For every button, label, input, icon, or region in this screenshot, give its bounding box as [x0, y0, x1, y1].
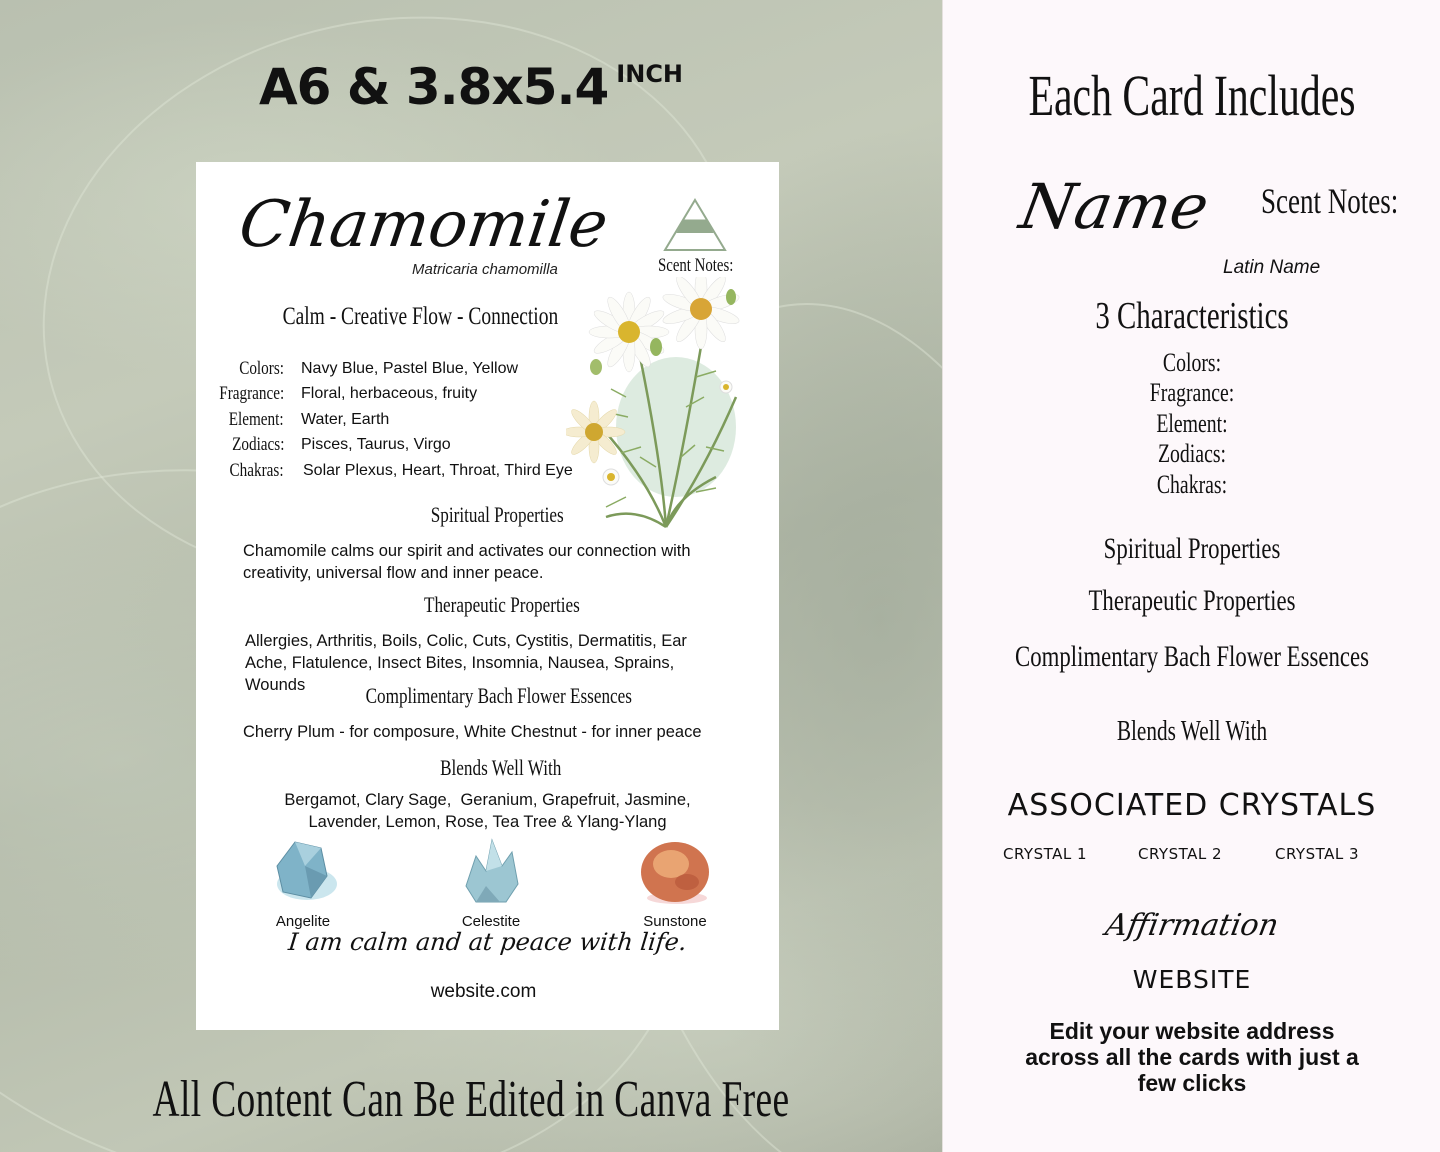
feature-characteristics: 3 Characteristics — [1095, 295, 1289, 337]
card-plant-name: Chamomile — [234, 188, 613, 262]
attribute-label: Element: — [229, 409, 284, 430]
feature-edit-note: Edit your website address across all the cards with just a few clicks — [1025, 1018, 1359, 1096]
attribute-value: Pisces, Taurus, Virgo — [301, 436, 451, 453]
crystal-label: Celestite — [461, 913, 521, 930]
feature-bach: Complimentary Bach Flower Essences — [1015, 640, 1369, 673]
crystal-label: Angelite — [275, 913, 331, 930]
feature-attr-fragrance: Fragrance: — [1149, 378, 1235, 407]
size-unit: INCH — [616, 60, 684, 88]
feature-attr-colors: Colors: — [1162, 348, 1222, 377]
sample-card — [196, 162, 779, 1030]
spiritual-text: Chamomile calms our spirit and activates our connection with creativity, universal flow and inner peace. — [243, 542, 691, 582]
celestite-gem-icon — [456, 836, 526, 906]
chamomile-illustration — [566, 277, 766, 537]
card-website: website.com — [430, 981, 537, 1002]
spiritual-heading: Spiritual Properties — [430, 502, 564, 527]
attribute-row-fragrance — [196, 383, 596, 409]
blends-line-1: Bergamot, Clary Sage, Geranium, Grapefruit, Jasmine, — [284, 791, 691, 809]
feature-attr-chakras: Chakras: — [1156, 470, 1228, 499]
bach-heading: Complimentary Bach Flower Essences — [365, 683, 632, 708]
daisy-3 — [566, 401, 625, 463]
feature-website: WEBSITE — [1132, 965, 1252, 994]
size-value: A6 & 3.8x5.4 — [258, 58, 609, 116]
feature-latin-name: Latin Name — [1223, 257, 1321, 278]
feature-therapeutic: Therapeutic Properties — [1088, 584, 1296, 617]
features-panel — [942, 0, 1440, 1152]
canva-editable-title: All Content Can Be Edited in Canva Free — [152, 1071, 790, 1128]
feature-crystal-1: CRYSTAL 1 — [1003, 845, 1088, 863]
attribute-value: Solar Plexus, Heart, Throat, Third Eye — [303, 462, 573, 479]
crystal-celestite — [436, 836, 546, 930]
attribute-label: Chakras: — [229, 460, 284, 481]
feature-affirmation: Affirmation — [1102, 908, 1282, 943]
card-characteristics: Calm - Creative Flow - Connection — [282, 303, 559, 330]
crystal-label: Sunstone — [643, 913, 707, 930]
therapeutic-text: Allergies, Arthritis, Boils, Colic, Cuts, Cystitis, Dermatitis, Ear Ache, Flatulence, Insect Bites, Insomnia, Nausea, Sprains, Wounds — [245, 632, 687, 694]
feature-blends: Blends Well With — [1116, 716, 1268, 747]
crystal-angelite — [248, 836, 358, 930]
daisy-1 — [589, 292, 669, 372]
card-size-title — [0, 58, 942, 116]
therapeutic-heading: Therapeutic Properties — [423, 592, 580, 617]
feature-crystals-heading: ASSOCIATED CRYSTALS — [1007, 788, 1377, 823]
crystal-sunstone — [620, 836, 730, 930]
feature-spiritual: Spiritual Properties — [1103, 532, 1281, 565]
feature-attr-zodiacs: Zodiacs: — [1157, 439, 1227, 468]
daisy-2 — [661, 277, 741, 349]
angelite-gem-icon — [265, 836, 341, 906]
attribute-label: Zodiacs: — [231, 434, 284, 455]
attribute-row-element — [196, 409, 596, 435]
blends-heading: Blends Well With — [440, 755, 562, 780]
attribute-row-zodiacs — [196, 434, 596, 460]
attribute-value: Navy Blue, Pastel Blue, Yellow — [301, 360, 519, 377]
scent-pyramid-icon — [663, 198, 727, 252]
feature-attr-element: Element: — [1156, 409, 1228, 438]
bach-text: Cherry Plum - for composure, White Chestnut - for inner peace — [243, 723, 702, 741]
feature-crystal-3: CRYSTAL 3 — [1275, 845, 1360, 863]
attribute-value: Floral, herbaceous, fruity — [301, 385, 478, 402]
feature-crystal-2: CRYSTAL 2 — [1138, 845, 1223, 863]
attribute-row-colors — [196, 358, 596, 384]
sunstone-gem-icon — [637, 836, 713, 906]
attribute-value: Water, Earth — [301, 411, 390, 428]
feature-scent-notes: Scent Notes: — [1261, 181, 1399, 221]
blends-line-2: Lavender, Lemon, Rose, Tea Tree & Ylang-Ylang — [308, 813, 667, 831]
attribute-row-chakras — [196, 460, 596, 486]
card-latin-name: Matricaria chamomilla — [412, 261, 558, 278]
features-title: Each Card Includes — [1028, 63, 1356, 128]
attribute-label: Colors: — [239, 358, 284, 379]
card-affirmation: I am calm and at peace with life. — [286, 928, 689, 956]
attribute-label: Fragrance: — [219, 383, 284, 404]
card-scent-notes-label: Scent Notes: — [658, 255, 734, 276]
feature-name: Name — [1014, 170, 1215, 243]
